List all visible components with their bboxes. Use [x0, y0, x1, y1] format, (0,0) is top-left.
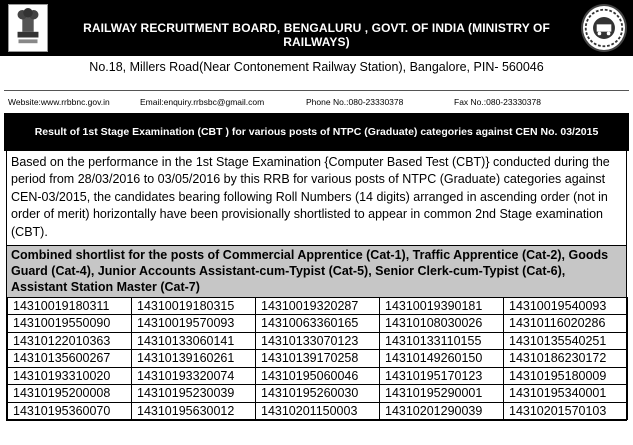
roll-number-cell: 14310135600267: [8, 350, 132, 368]
contact-row: [4, 97, 629, 109]
roll-number-cell: 14310193310020: [8, 367, 132, 385]
table-row: [8, 315, 628, 333]
roll-number-cell: 14310122010363: [8, 332, 132, 350]
roll-number-cell: 14310195340001: [504, 385, 628, 403]
indian-railways-logo-icon: [581, 4, 627, 52]
roll-number-cell: 14310149260150: [380, 350, 504, 368]
roll-number-cell: 14310195360070: [8, 402, 132, 420]
roll-number-cell: 14310139170258: [256, 350, 380, 368]
shortlist-heading: Combined shortlist for the posts of Commercial Apprentice (Cat-1), Traffic Apprentice (Cat-2), Goods Guard (Cat-4), Junior Accounts Assistant-cum-Typist (Cat-5), Senior Clerk-cum-Typist (Cat-6), Assistant Station Master (Cat-7): [7, 246, 626, 297]
table-row: [8, 402, 628, 420]
roll-number-cell: 14310186230172: [504, 350, 628, 368]
roll-number-cell: 14310195170123: [380, 367, 504, 385]
table-row: [8, 297, 628, 315]
document-body: [6, 151, 627, 421]
phone-text: Phone No.:080-23330378: [306, 97, 404, 107]
roll-number-cell: 14310195060046: [256, 367, 380, 385]
roll-number-cell: 14310019540093: [504, 297, 628, 315]
national-emblem-icon: [8, 4, 48, 52]
roll-number-cell: 14310195630012: [132, 402, 256, 420]
board-title: RAILWAY RECRUITMENT BOARD, BENGALURU , GOVT. OF INDIA (MINISTRY OF RAILWAYS): [83, 21, 550, 49]
roll-number-cell: 14310116020286: [504, 315, 628, 333]
roll-number-cell: 14310195180009: [504, 367, 628, 385]
roll-number-cell: 14310201290039: [380, 402, 504, 420]
roll-number-cell: 14310019180311: [8, 297, 132, 315]
roll-number-cell: 14310019180315: [132, 297, 256, 315]
roll-number-cell: 14310195260030: [256, 385, 380, 403]
roll-number-cell: 14310019390181: [380, 297, 504, 315]
table-row: [8, 367, 628, 385]
roll-number-cell: 14310135540251: [504, 332, 628, 350]
result-title: Result of 1st Stage Examination (CBT ) for various posts of NTPC (Graduate) categories against CEN No. 03/2015: [4, 113, 629, 151]
header-bar: [0, 0, 633, 56]
roll-number-cell: 14310201150003: [256, 402, 380, 420]
table-row: [8, 332, 628, 350]
roll-number-cell: 14310133110155: [380, 332, 504, 350]
roll-number-cell: 14310139160261: [132, 350, 256, 368]
roll-number-cell: 14310019320287: [256, 297, 380, 315]
fax-text: Fax No.:080-23330378: [454, 97, 541, 107]
roll-number-cell: 14310201570103: [504, 402, 628, 420]
roll-number-cell: 14310108030026: [380, 315, 504, 333]
roll-number-cell: 14310193320074: [132, 367, 256, 385]
roll-number-cell: 14310195290001: [380, 385, 504, 403]
roll-number-cell: 14310133070123: [256, 332, 380, 350]
roll-number-cell: 14310133060141: [132, 332, 256, 350]
roll-number-cell: 14310195230039: [132, 385, 256, 403]
divider: [4, 90, 629, 91]
roll-number-cell: 14310019570093: [132, 315, 256, 333]
website-text: Website:www.rrbbnc.gov.in: [8, 97, 110, 107]
roll-number-cell: 14310063360165: [256, 315, 380, 333]
intro-paragraph: Based on the performance in the 1st Stage Examination {Computer Based Test (CBT)} conducted during the period from 28/03/2016 to 03/05/2016 by this RRB for various posts of NTPC (Graduate) categories against CEN-03/2015, the candidates bearing following Roll Numbers (14 digits) arranged in ascending order (not in order of merit) horizontally have been provisionally shortlisted to appear in common 2nd Stage examination (CBT).: [7, 151, 626, 246]
office-address: No.18, Millers Road(Near Contonement Railway Station), Bangalore, PIN- 560046: [89, 60, 544, 74]
roll-number-cell: 14310195200008: [8, 385, 132, 403]
roll-number-table: [7, 297, 628, 421]
table-row: [8, 385, 628, 403]
table-row: [8, 350, 628, 368]
email-text: Email:enquiry.rrbsbc@gmail.com: [140, 97, 265, 107]
roll-number-cell: 14310019550090: [8, 315, 132, 333]
